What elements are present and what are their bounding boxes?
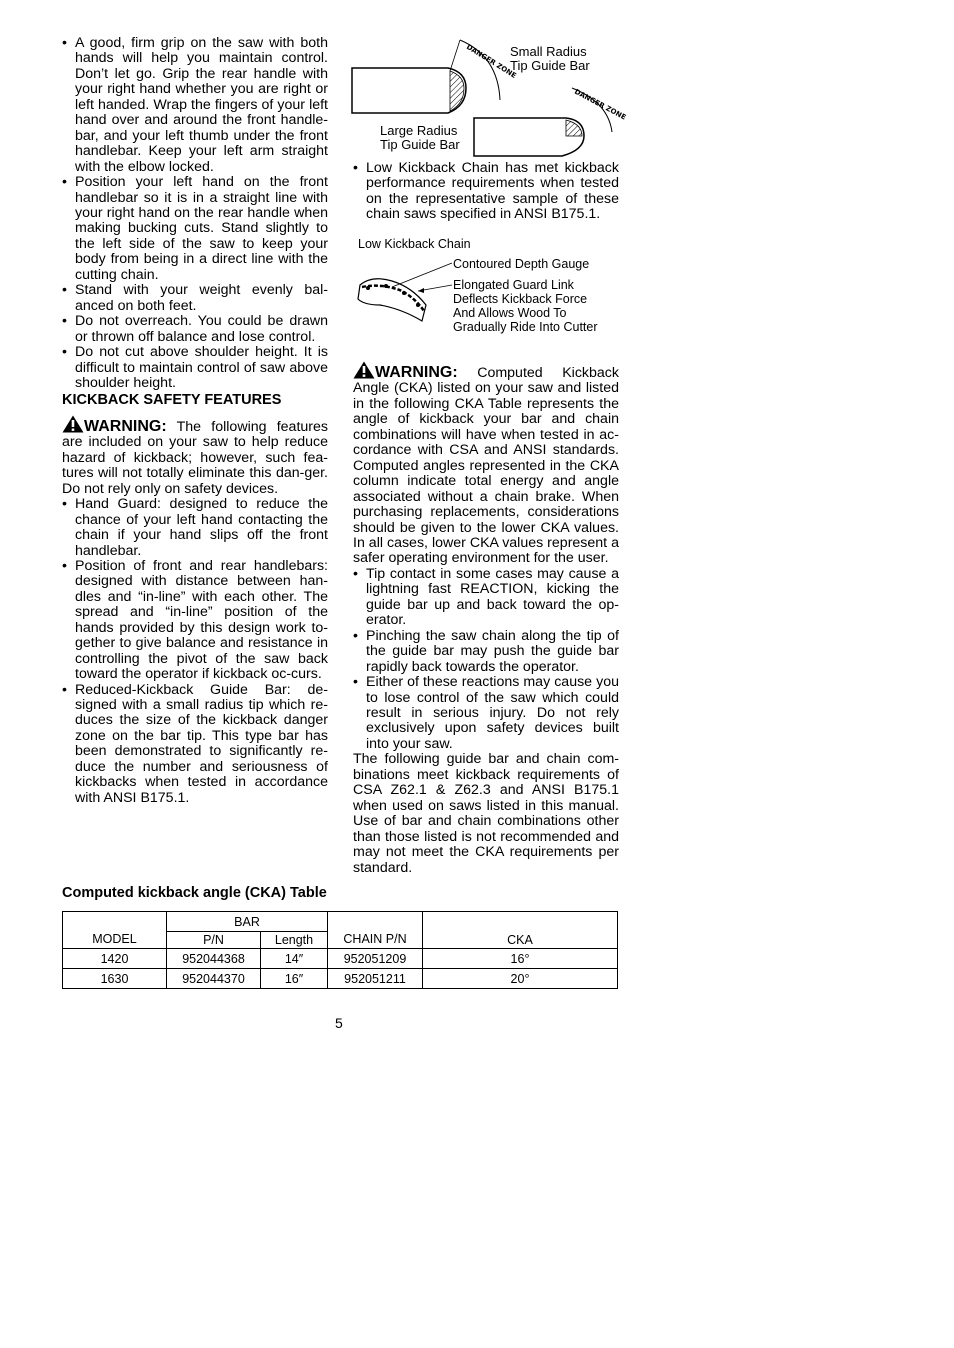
warning-text: Computed Kickback Angle (CKA) listed on your saw and listed in the following CKA Table represents the angle of kickback your bar and chain combinations will have when tested in ac-cordance with CSA and ANSI standards. Computed angles represented in the CKA column indicate total energy and angle associated without a chain brake. When purchasing replacements, considerations should be given to the lower CKA values. In all cases, lower CKA values represent a safer operating environment for the user. (353, 365, 619, 567)
cell-chain: 952051211 (328, 969, 423, 989)
cka-warning-paragraph (353, 361, 619, 567)
label-line: Gradually Ride Into Cutter (453, 320, 598, 334)
kickback-heading: KICKBACK SAFETY FEATURES (62, 392, 282, 409)
list-item: • Pinching the saw chain along the tip of the guide bar may push the guide bar rapidly back towards the operator. (353, 629, 619, 675)
closing-paragraph: The following guide bar and chain com-binations meet kickback requirements of CSA Z62.1 & Z62.3 and ANSI B175.1 when used on saws listed in this manual. Use of bar and chain combinations other than those listed is not recommended and may not meet the CKA requirements per standard. (353, 751, 619, 876)
safety-features-list (62, 497, 328, 806)
list-item: • Do not overreach. You could be drawn or thrown off balance and lose control. (62, 314, 328, 345)
table-row (63, 969, 618, 989)
list-item: • Position your left hand on the front handlebar so it is in a straight line with your right hand on the rear handle when making bucking cuts. Stand slightly to the left side of the saw to keep your body from being in a direct line with the cutting chain. (62, 175, 328, 283)
cell-cka: 16° (423, 949, 618, 969)
list-item: • Either of these reactions may cause you to lose control of the saw which could result in serious injury. Do not rely exclusively upon safety devices built into your saw. (353, 675, 619, 752)
warning-paragraph (62, 415, 328, 497)
kickback-reactions-list (353, 567, 619, 752)
low-kickback-section (353, 161, 619, 223)
left-column (62, 36, 328, 806)
cell-cka: 20° (423, 969, 618, 989)
label-line: Large Radius (380, 123, 458, 138)
label-line: Deflects Kickback Force (453, 292, 588, 306)
low-kickback-list (353, 161, 619, 223)
contoured-depth-gauge-label: Contoured Depth Gauge (453, 257, 590, 271)
chain-figure-title: Low Kickback Chain (358, 237, 471, 251)
low-kickback-chain-illustration (352, 255, 457, 335)
header-cka: CKA (423, 912, 618, 949)
label-line: And Allows Wood To (453, 306, 567, 320)
cell-pn: 952044368 (167, 949, 261, 969)
cell-length: 16″ (261, 969, 328, 989)
warning-label: WARNING: (84, 417, 167, 435)
right-column-warning (353, 361, 619, 876)
grip-bullet-list (62, 36, 328, 391)
label-line: Tip Guide Bar (510, 58, 590, 73)
warning-triangle-icon (62, 415, 84, 433)
list-item: • Tip contact in some cases may cause a lightning fast REACTION, kicking the guide bar up and back toward the op-erator. (353, 567, 619, 629)
guard-link-label (453, 278, 598, 334)
cell-model: 1420 (63, 949, 167, 969)
page-number: 5 (335, 1015, 343, 1031)
list-item: • A good, firm grip on the saw with both hands will help you maintain control. Don’t let go. Grip the rear handle with your right hand whether you are right or left handed. Wrap the fingers of your left hand over and around the front handle-bar, and your left thumb under the front handlebar. Keep your left arm straight with the elbow locked. (62, 36, 328, 175)
warning-text: The following features are included on your saw to help reduce hazard of kickback; however, such fea-tures will not totally eliminate this dan-ger. Do not rely only on safety devices. (62, 418, 328, 497)
table-row (63, 949, 618, 969)
header-chain: CHAIN P/N (328, 912, 423, 949)
header-pn: P/N (167, 932, 261, 949)
warning-label: WARNING: (375, 364, 458, 381)
warning-triangle-icon (353, 361, 375, 379)
list-item: • Reduced-Kickback Guide Bar: de-signed with a small radius tip which re-duces the size of the kickback danger zone on the bar tip. This type bar has been demonstrated to significantly re-duce the number and seriousness of kickbacks when tested in accordance with ANSI B175.1. (62, 683, 328, 807)
label-line: Small Radius (510, 44, 587, 59)
large-radius-label (380, 124, 460, 152)
list-item: • Do not cut above shoulder height. It is difficult to maintain control of saw above shoulder height. (62, 345, 328, 391)
cka-table-title: Computed kickback angle (CKA) Table (62, 885, 327, 901)
cell-model: 1630 (63, 969, 167, 989)
label-line: Elongated Guard Link (453, 278, 574, 292)
header-model: MODEL (63, 912, 167, 949)
danger-zone-label: DANGER ZONE (464, 42, 518, 80)
label-line: Tip Guide Bar (380, 137, 460, 152)
cell-pn: 952044370 (167, 969, 261, 989)
cka-table (62, 911, 618, 989)
list-item: • Stand with your weight evenly bal-anced on both feet. (62, 283, 328, 314)
header-bar: BAR (167, 912, 328, 932)
cell-length: 14″ (261, 949, 328, 969)
large-radius-bar-illustration (470, 86, 628, 158)
header-length: Length (261, 932, 328, 949)
list-item: • Position of front and rear handlebars: designed with distance between han-dles and “in-line” with each other. The spread and “in-line” position of the hands provided by this design work to-gether to give balance and resistance in controlling the pivot of the saw back toward the operator if kickback oc-curs. (62, 559, 328, 683)
list-item: • Low Kickback Chain has met kickback performance requirements when tested on the representative sample of these chain saws specified in ANSI B175.1. (353, 161, 619, 223)
danger-zone-label: DANGER ZONE (573, 87, 628, 122)
table-header-row (63, 912, 618, 932)
cell-chain: 952051209 (328, 949, 423, 969)
list-item: • Hand Guard: designed to reduce the chance of your left hand contacting the chain if your hand slips off the front handlebar. (62, 497, 328, 559)
small-radius-label (510, 45, 590, 73)
